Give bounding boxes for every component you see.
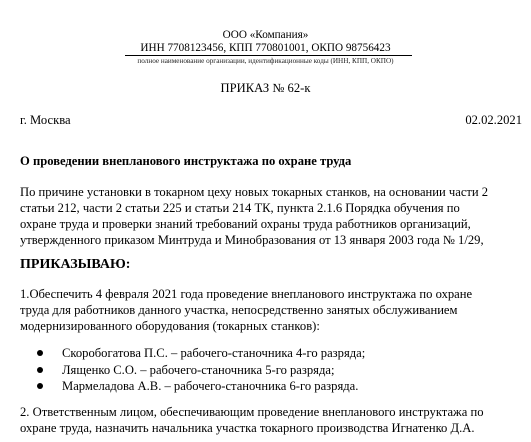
city: г. Москва	[20, 113, 71, 127]
worker-item: Скоробогатова П.С. – рабочего-станочника 4-го разряда;	[62, 346, 366, 360]
company-ids: ИНН 7708123456, КПП 770801001, ОКПО 98756423	[140, 42, 391, 54]
preamble-line: утвержденного приказом Минтруда и Минобразования от 13 января 2003 года № 1/29,	[20, 233, 484, 247]
bullet-icon	[37, 350, 43, 356]
item2-line: охране труда, назначить начальника участка токарного производства Игнатенко Д.А.	[20, 421, 475, 435]
item1-line: модернизированного оборудования (токарных станков):	[20, 319, 320, 333]
header-rule	[125, 55, 412, 56]
bullet-icon	[37, 383, 43, 389]
order-date: 02.02.2021	[465, 113, 522, 127]
item1-line: 1.Обеспечить 4 февраля 2021 года проведение внепланового инструктажа по охране	[20, 287, 473, 301]
item1-line: труда для работников данного участка, непосредственно занятых обслуживанием	[20, 303, 458, 317]
item2-line: 2. Ответственным лицом, обеспечивающим проведение внепланового инструктажа по	[20, 405, 484, 419]
order-title: ПРИКАЗ № 62-к	[220, 81, 311, 95]
header-caption: полное наименование организации, идентификационные коды (ИНН, КПП, ОКПО)	[137, 57, 394, 65]
company-name: ООО «Компания»	[222, 29, 309, 41]
order-word: ПРИКАЗЫВАЮ:	[20, 257, 131, 272]
worker-item: Мармеладова А.В. – рабочего-станочника 6-го разряда.	[62, 379, 359, 393]
preamble-line: По причине установки в токарном цеху новых токарных станков, на основании части 2	[20, 185, 489, 199]
preamble-line: охране труда и проверки знаний требований охраны труда работников организаций,	[20, 217, 471, 231]
bullet-icon	[37, 367, 43, 373]
order-subject: О проведении внепланового инструктажа по охране труда	[20, 154, 352, 168]
preamble-line: статьи 212, части 2 статьи 225 и статьи 214 ТК, пункта 2.1.6 Порядка обучения по	[20, 201, 460, 215]
worker-item: Лященко С.О. – рабочего-станочника 5-го разряда;	[62, 363, 335, 377]
